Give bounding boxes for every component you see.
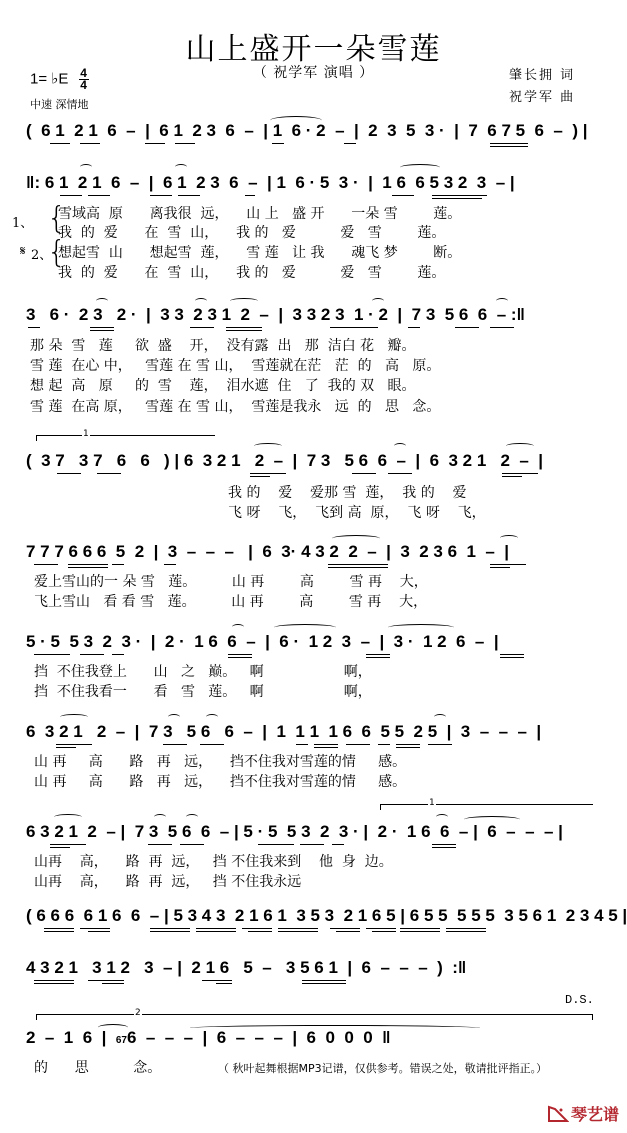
- lyric-line: 我 的 爱 爱那 雪 莲， 我 的 爱: [228, 485, 467, 501]
- volta-bracket-2: [36, 1014, 593, 1020]
- verse-label-1: 1、: [12, 216, 34, 231]
- lyric-line: 那 朵 雪 莲 欲 盛 开， 没有露 出 那 洁白 花 瓣。: [30, 338, 416, 354]
- time-signature: $\frac{4}{4}$: [80, 66, 87, 92]
- score-line-9: ( 6 6 6 6 1 6 6 – | 5 3 4 3 2 1 6 1 3 5 3 2 1 6 5 | 6 5 5 5 5 5 3 5 6 1 2 3 4 5 |: [26, 906, 627, 925]
- lyric-line: 我 的 爱 在 雪 山， 我 的 爱 爱 雪 莲。: [58, 265, 446, 281]
- brand-name: 琴艺谱: [570, 1105, 619, 1124]
- lyric-line: 飞 呀 飞， 飞到 高 原， 飞 呀 飞，: [228, 505, 486, 521]
- lyric-line: 想 起 高 原 的 雪 莲， 泪水遮 住 了 我的 双 眼。: [30, 378, 416, 394]
- transcription-note: （ 秋叶起舞根据MP3记谱，仅供参考。错误之处，敬请批评指正。）: [218, 1062, 548, 1075]
- volta-label: 2: [135, 1008, 141, 1018]
- lyric-line: 挡 不住我看一 看 雪 莲。 啊 啊，: [34, 684, 372, 700]
- score-line-8: 6 3 2 1 2 – | 7 3 5 6 6 – | 5 · 5 5 3 2 3 · | 2 · 1 6 6 – | 6 – – – |: [26, 822, 563, 841]
- lyric-line: 我 的 爱 在 雪 山， 我 的 爱 爱 雪 莲。: [58, 225, 446, 241]
- volta-bracket-1b: [380, 804, 593, 810]
- score-line-3: 3 6 · 2 3 2 · | 3 3 2 3 1 2 – | 3 3 2 3 1 · 2 | 7 3 5 6 6 – :‖: [26, 305, 525, 324]
- lyric-line: 雪域高 原 离我很 远， 山 上 盛 开 一朵 雪 莲。: [58, 206, 462, 222]
- volta-label: 1: [83, 429, 89, 439]
- piano-logo-icon: [547, 1105, 569, 1123]
- lyric-line: 山再 高， 路 再 远， 挡 不住我永远: [34, 874, 302, 890]
- composer-credit: 祝学军 曲: [509, 90, 576, 105]
- score-line-4: ( 3 7 3 7 6 6 ) | 6 3 2 1 2 – | 7 3 5 6 6 – | 6 3 2 1 2 – |: [26, 451, 544, 470]
- lyric-line: 山 再 高 路 再 远， 挡不住我对雪莲的情 感。: [34, 774, 407, 790]
- song-title: 山上盛开一朵雪莲: [185, 32, 442, 67]
- tempo-marking: 中速 深情地: [30, 98, 89, 111]
- score-line-1: ( 6 1 2 1 6 – | 6 1 2 3 6 – | 1 6 · 2 – | 2 3 5 3 · | 7 6 7 5 6 – ) |: [26, 121, 588, 140]
- lyric-line: 爱上雪山的一 朵 雪 莲。 山 再 高 雪 再 大，: [34, 574, 428, 590]
- score-line-7: 6 3 2 1 2 – | 7 3 5 6 6 – | 1 1 1 1 6 6 5 5 2 5 | 3 – – – |: [26, 722, 542, 741]
- lyric-line: 挡 不住我登上 山 之 巅。 啊 啊，: [34, 664, 372, 680]
- key-label: 1= ♭E: [30, 70, 69, 88]
- brand-logo[interactable]: [547, 1102, 619, 1125]
- singer-credit: （ 祝学军 演唱 ）: [252, 65, 375, 81]
- lyric-line: 的 思 念。: [34, 1060, 162, 1076]
- score-line-5: 7 7 7 6 6 6 5 2 | 3 – – – | 6 3· 4 3 2 2 – | 3 2 3 6 1 – |: [26, 542, 510, 561]
- score-line-6: 5 · 5 5 3 2 3 · | 2 · 1 6 6 – | 6 · 1 2 3 – | 3 · 1 2 6 – |: [26, 632, 499, 651]
- key-signature: [30, 68, 89, 91]
- score-line-2: ‖: 6 1 2 1 6 – | 6 1 2 3 6 – | 1 6 · 5 3 · | 1 6 6 5 3 2 3 – |: [26, 173, 515, 192]
- verse-label-2: 2、: [31, 248, 53, 263]
- brace-verse-2: {: [47, 235, 67, 270]
- lyric-line: 雪 莲 在心 中， 雪莲 在 雪 山， 雪莲就在茫 茫 的 高 原。: [30, 358, 441, 374]
- lyric-line: 飞上雪山 看 看 雪 莲。 山 再 高 雪 再 大，: [34, 594, 428, 610]
- segno-icon: 𝄋: [20, 244, 26, 259]
- lyric-line: 雪 莲 在高 原， 雪莲 在 雪 山， 雪莲是我永 远 的 思 念。: [30, 399, 441, 415]
- dal-segno-mark: D.S.: [565, 993, 594, 1007]
- volta-bracket-1: [36, 435, 215, 441]
- score-line-11: 2 – 1 6 | 676 – – – | 6 – – – | 6 0 0 0 ‖: [26, 1028, 391, 1047]
- volta-label: 1: [429, 798, 435, 808]
- lyric-line: 山 再 高 路 再 远， 挡不住我对雪莲的情 感。: [34, 754, 407, 770]
- brace-verse-1: {: [47, 201, 67, 236]
- lyricist-credit: 肇长拥 词: [509, 68, 576, 83]
- lyric-line: 山再 高， 路 再 远， 挡 不住我来到 他 身 边。: [34, 854, 393, 870]
- score-line-10: 4 3 2 1 3 1 2 3 – | 2 1 6 5 – 3 5 6 1 | 6 – – – ) :‖: [26, 958, 467, 977]
- lyric-line: 想起雪 山 想起雪 莲， 雪 莲 让 我 魂飞 梦 断。: [58, 245, 462, 261]
